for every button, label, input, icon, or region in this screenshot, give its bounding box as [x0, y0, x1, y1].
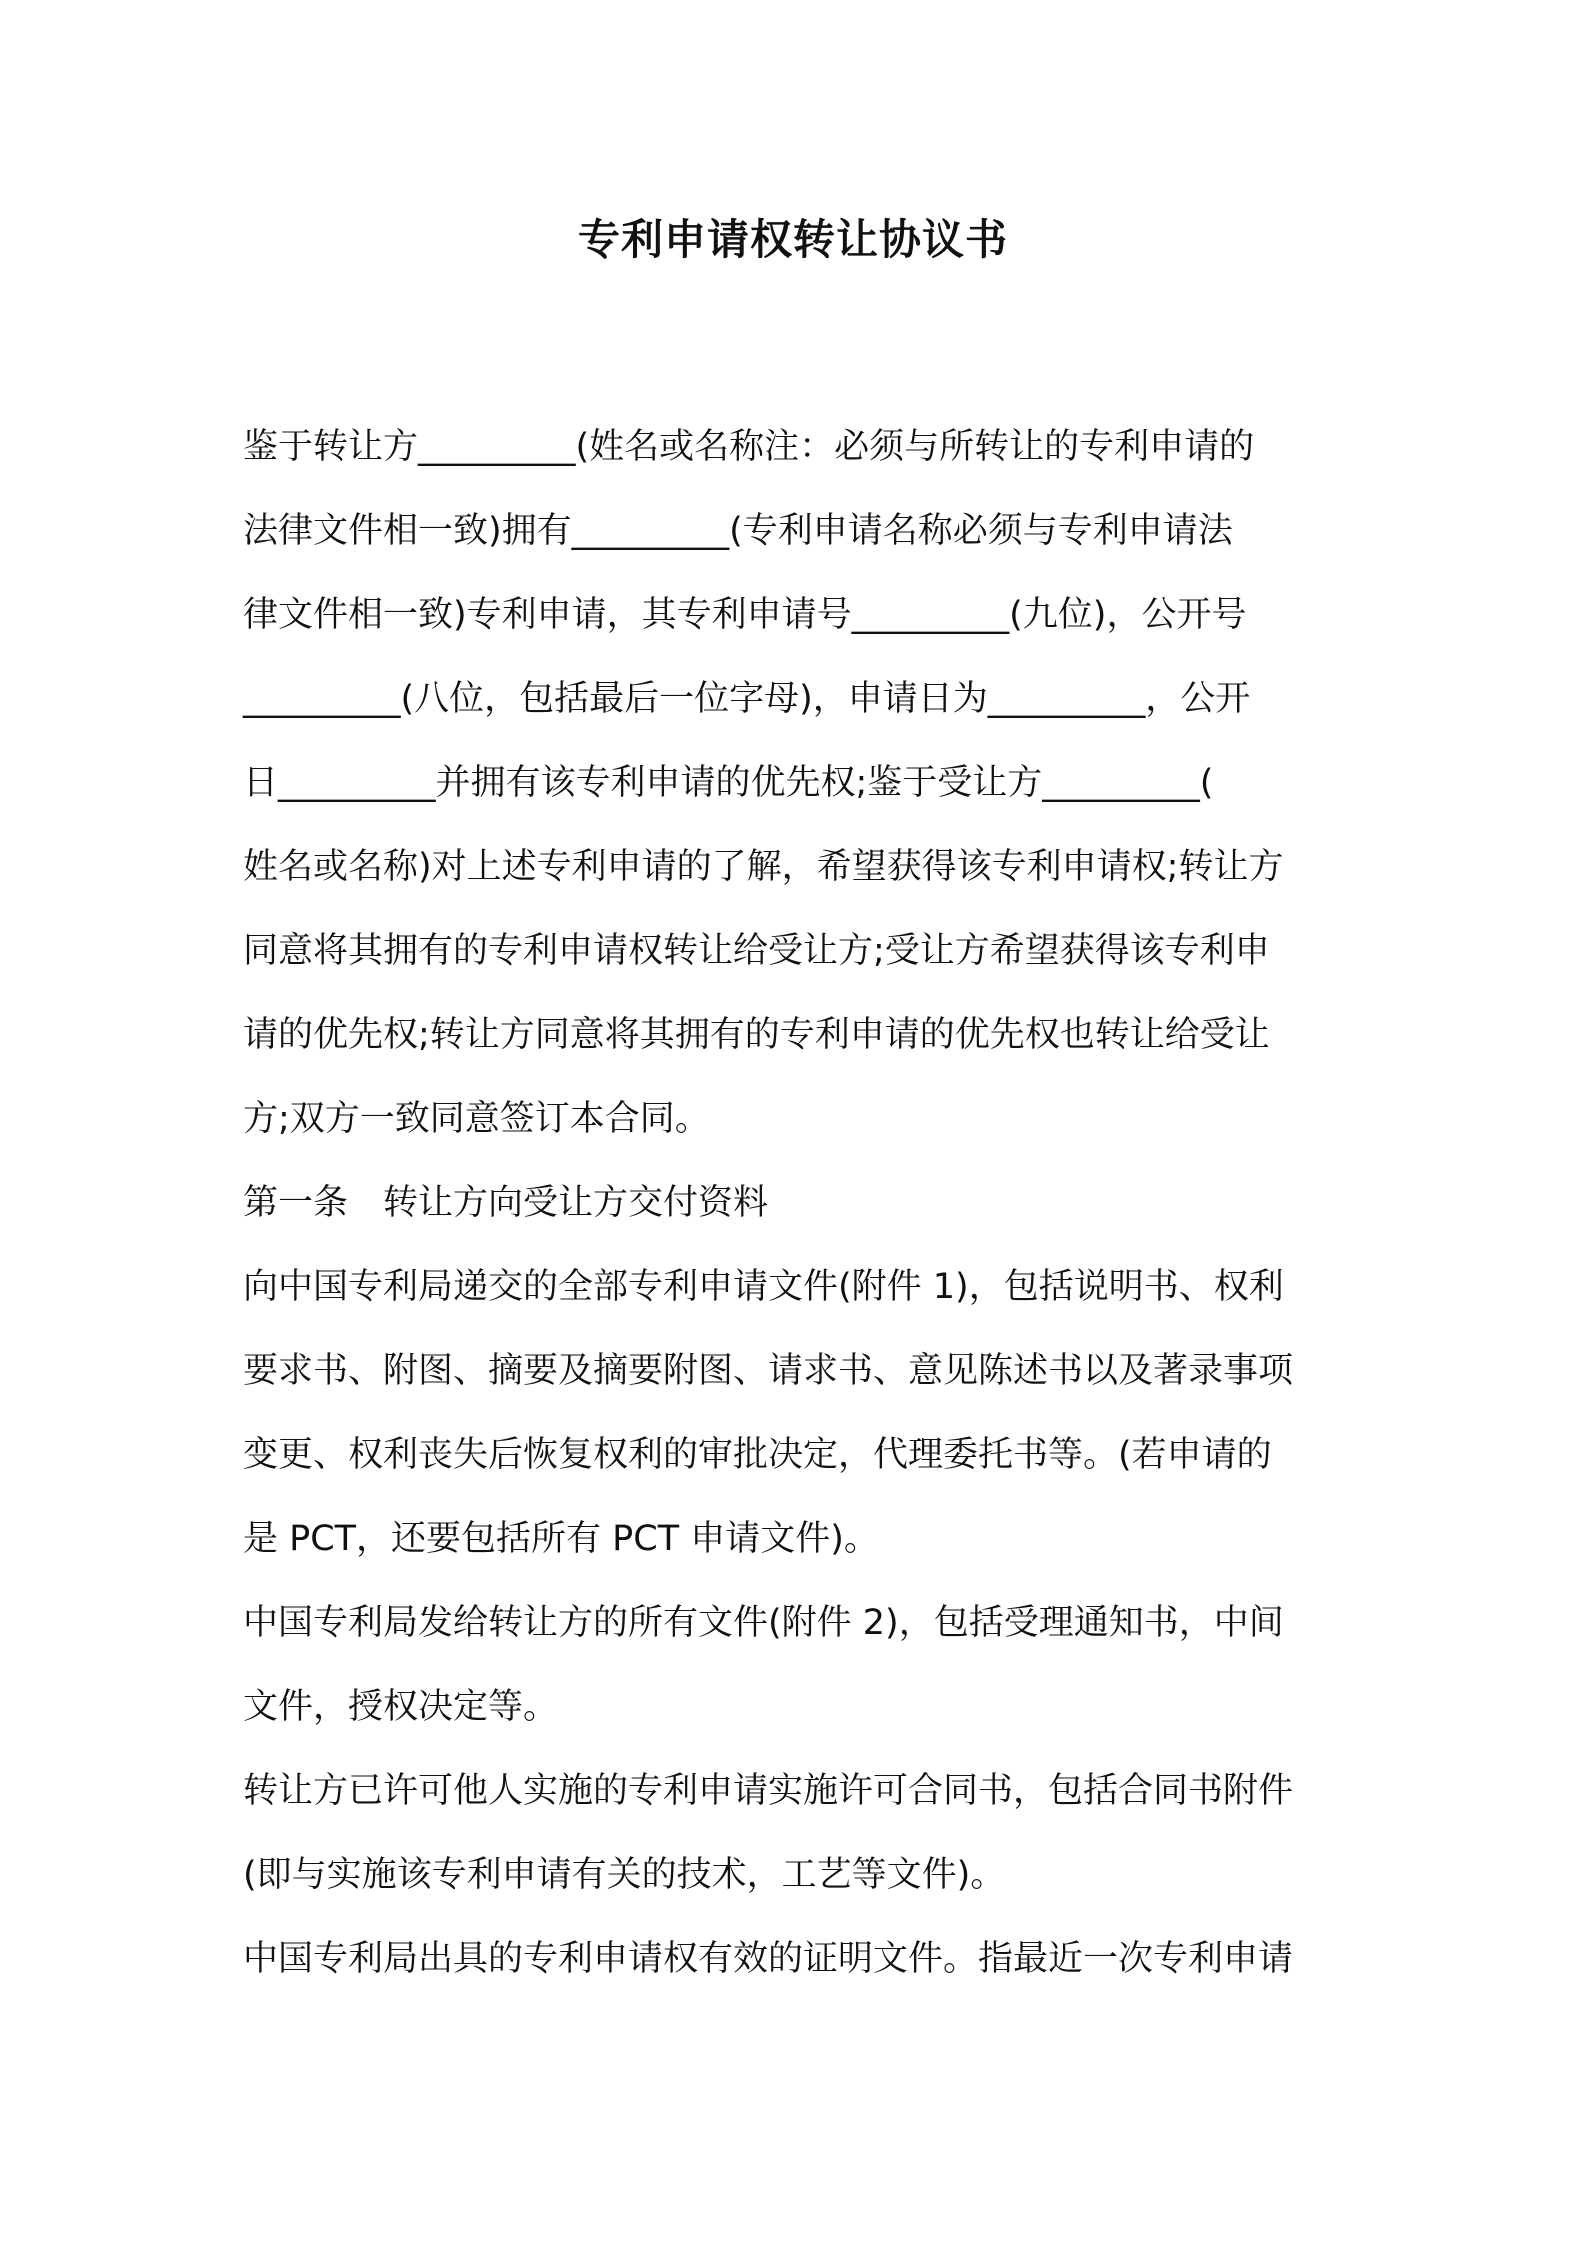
item-3-paragraph — [243, 1749, 1353, 1917]
text-line: 是 PCT，还要包括所有 PCT 申请文件)。 — [243, 1519, 879, 1559]
text-line: 法律文件相一致)拥有_________(专利申请名称必须与专利申请法 — [243, 511, 1233, 551]
text-line: 方;双方一致同意签订本合同。 — [243, 1099, 710, 1139]
article-1-heading-block — [243, 1161, 1353, 1245]
item-4-paragraph — [243, 1917, 1353, 2001]
text-line: _________(八位，包括最后一位字母)，申请日为_________，公开 — [243, 679, 1251, 719]
text-line: 中国专利局出具的专利申请权有效的证明文件。指最近一次专利申请 — [243, 1939, 1294, 1979]
text-line: 转让方已许可他人实施的专利申请实施许可合同书，包括合同书附件 — [243, 1771, 1294, 1811]
text-line: (即与实施该专利申请有关的技术，工艺等文件)。 — [243, 1855, 1006, 1895]
text-line: 要求书、附图、摘要及摘要附图、请求书、意见陈述书以及著录事项 — [243, 1351, 1294, 1391]
article-1-heading: 第一条 转让方向受让方交付资料 — [243, 1183, 769, 1223]
document-body — [243, 405, 1353, 2001]
text-line: 姓名或名称)对上述专利申请的了解，希望获得该专利申请权;转让方 — [243, 847, 1284, 887]
text-line: 请的优先权;转让方同意将其拥有的专利申请的优先权也转让给受让 — [243, 1015, 1270, 1055]
text-line: 律文件相一致)专利申请，其专利申请号_________(九位)，公开号 — [243, 595, 1247, 635]
document-title: 专利申请权转让协议书 — [577, 215, 1008, 264]
item-1-paragraph — [243, 1245, 1353, 1581]
text-line: 向中国专利局递交的全部专利申请文件(附件 1)，包括说明书、权利 — [243, 1267, 1284, 1307]
text-line: 同意将其拥有的专利申请权转让给受让方;受让方希望获得该专利申 — [243, 931, 1270, 971]
text-line: 文件，授权决定等。 — [243, 1687, 559, 1727]
item-2-paragraph — [243, 1581, 1353, 1749]
text-line: 中国专利局发给转让方的所有文件(附件 2)，包括受理通知书，中间 — [243, 1603, 1284, 1643]
preamble-paragraph — [243, 405, 1353, 1161]
text-line: 变更、权利丧失后恢复权利的审批决定，代理委托书等。(若申请的 — [243, 1435, 1272, 1475]
text-line: 鉴于转让方_________(姓名或名称注：必须与所转让的专利申请的 — [243, 427, 1255, 467]
text-line: 日_________并拥有该专利申请的优先权;鉴于受让方_________( — [243, 763, 1214, 803]
